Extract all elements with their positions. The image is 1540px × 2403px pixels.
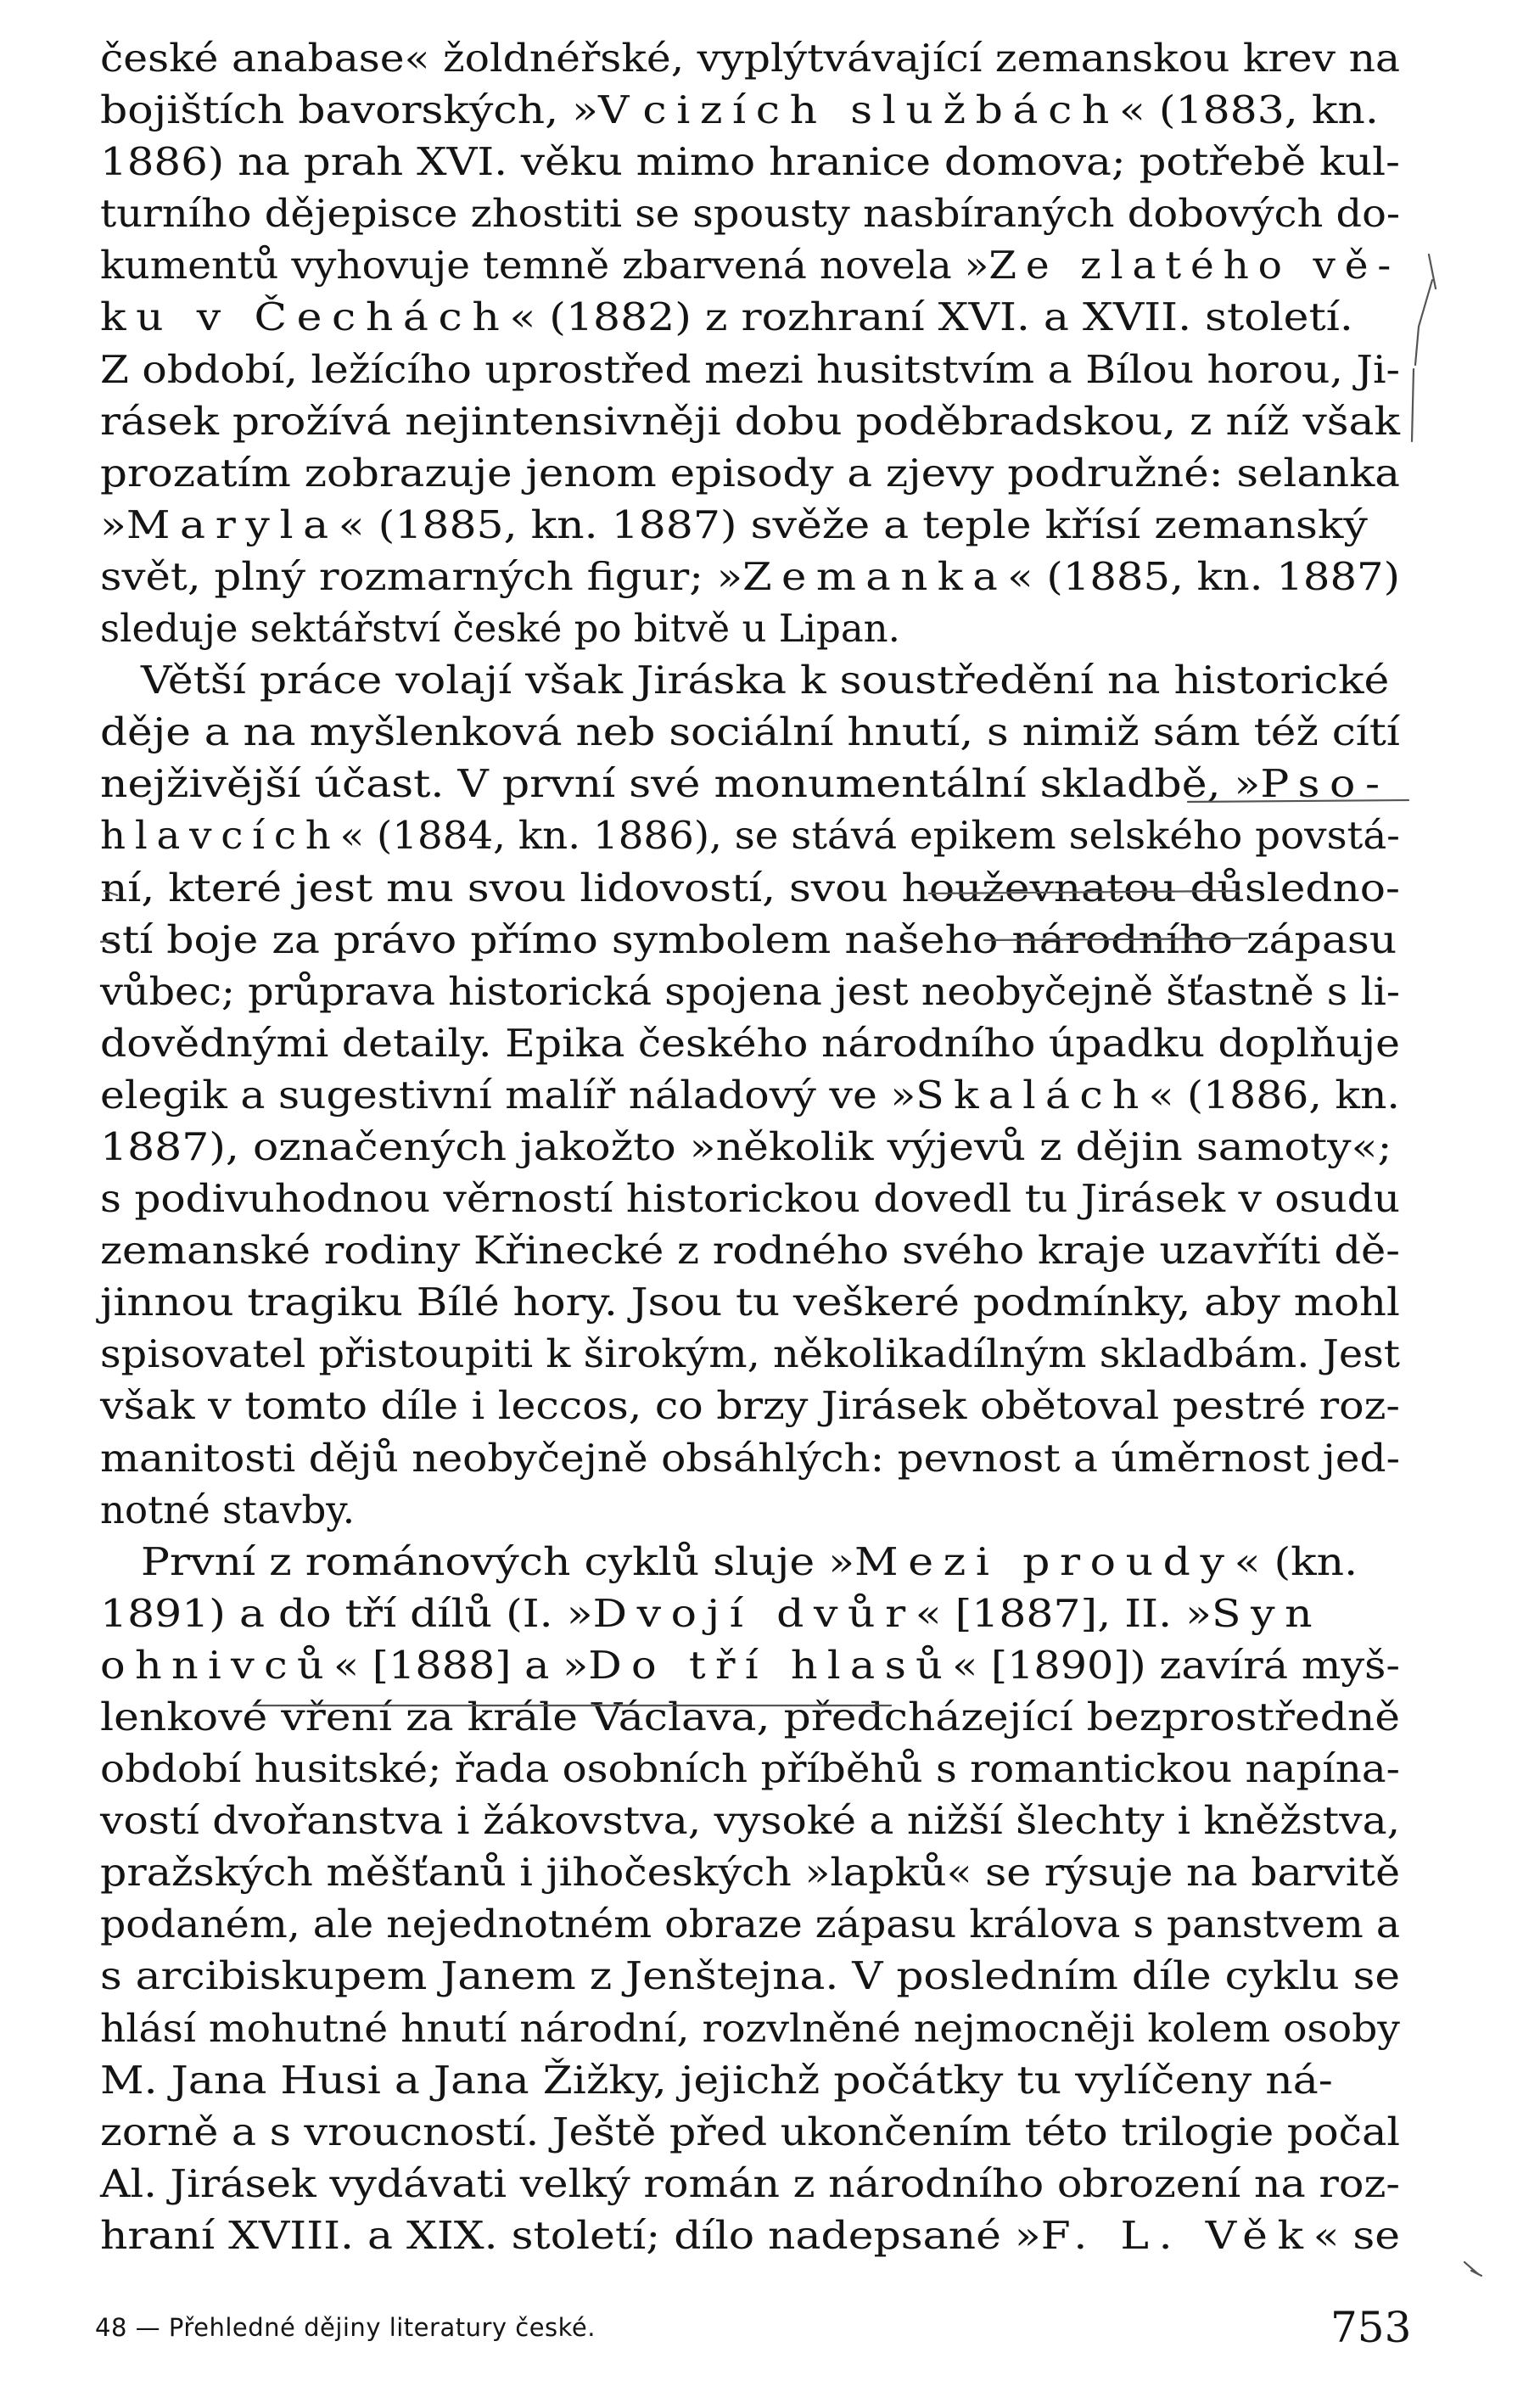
spaced-title-text: cizích službách xyxy=(642,87,1119,133)
text-line xyxy=(100,914,1400,966)
text-line-content xyxy=(100,1950,1400,2002)
text-line-content xyxy=(100,1691,1400,1743)
text-line-content xyxy=(100,2158,1400,2210)
text-line-content xyxy=(100,602,900,654)
text-line xyxy=(100,602,1400,654)
text-line xyxy=(100,1898,1400,1950)
text-line xyxy=(100,1536,1400,1588)
text-line xyxy=(100,84,1400,136)
text-line xyxy=(100,291,1400,343)
tick-mark-3 xyxy=(1464,2262,1478,2274)
text-line-content xyxy=(100,291,1353,343)
page-footer xyxy=(0,2296,1540,2364)
text-run: zorně a s vroucností. Ještě před ukončením této trilogie počal xyxy=(100,2109,1401,2154)
text-line-content xyxy=(100,1484,355,1536)
text-run: turního dějepisce zhostiti se spousty nasbíraných dobových do- xyxy=(100,191,1401,237)
footer-note: 48 — Přehledné dějiny literatury české. xyxy=(95,2313,596,2342)
text-line xyxy=(100,1432,1400,1484)
text-line xyxy=(100,1743,1400,1795)
text-line-content xyxy=(100,1639,1400,1691)
text-run: elegik a sugestivní malíř náladový ve » xyxy=(100,1072,916,1117)
text-line-content xyxy=(100,966,1400,1017)
text-line-content xyxy=(100,32,1400,84)
text-line-content xyxy=(100,1588,1322,1639)
text-line-content xyxy=(100,1536,1358,1588)
text-line xyxy=(100,499,1400,551)
text-line xyxy=(100,1846,1400,1898)
text-line-content xyxy=(100,1069,1400,1121)
text-line xyxy=(100,32,1400,84)
text-line-content xyxy=(100,2210,1400,2261)
text-run: pražských měšťanů i jihočeských »lapků« se rýsuje na barvitě xyxy=(100,1850,1401,1896)
text-line xyxy=(100,2210,1400,2261)
text-line-content xyxy=(100,1173,1400,1224)
text-line xyxy=(100,1380,1400,1431)
text-run: vůbec; průprava historická spojena jest neobyčejně šťastně s li- xyxy=(100,968,1400,1014)
text-line xyxy=(100,239,1400,291)
spaced-title-text: Skalách xyxy=(916,1072,1149,1117)
text-run: « [1890]) zavírá myš- xyxy=(952,1642,1401,1688)
body-text xyxy=(100,32,1400,2261)
text-line xyxy=(100,2054,1400,2106)
spaced-title-text: Maryla xyxy=(126,501,339,547)
text-line xyxy=(100,1950,1400,2002)
text-line-content xyxy=(100,395,1400,447)
text-line-content xyxy=(100,914,1397,966)
text-run: ní, které jest mu svou lidovostí, svou houževnatou důsledno- xyxy=(100,865,1400,910)
text-run: české anabase« žoldnéřské, vyplýtvávající zemanskou krev na xyxy=(100,36,1401,81)
text-line-content xyxy=(100,2054,1333,2106)
text-line xyxy=(100,1017,1400,1069)
text-line-content xyxy=(100,2106,1400,2158)
text-line xyxy=(100,758,1400,809)
text-run: » xyxy=(100,501,126,547)
text-line-content xyxy=(100,1276,1400,1328)
text-run: « (1885, kn. 1887) xyxy=(1007,553,1400,599)
text-run: « (1884, kn. 1886), se stává epikem selského povstá- xyxy=(339,813,1400,859)
text-line xyxy=(100,1795,1400,1846)
text-line-content xyxy=(100,1224,1400,1276)
text-line-content xyxy=(100,1432,1400,1484)
text-line xyxy=(100,1276,1400,1328)
text-run: nejživější účast. V první své monumentální skladbě, » xyxy=(100,761,1261,807)
text-line xyxy=(100,1588,1400,1639)
text-line xyxy=(100,1224,1400,1276)
text-line-content xyxy=(100,84,1379,136)
spaced-title-text: hlavcích xyxy=(100,813,340,859)
text-line-content xyxy=(100,447,1400,499)
spaced-title-text: ku v Čechách xyxy=(100,294,510,340)
text-run: svět, plný rozmarných figur; » xyxy=(100,553,743,599)
text-run: « (1883, kn. xyxy=(1118,87,1379,133)
text-line xyxy=(100,706,1400,758)
text-line-content xyxy=(100,551,1400,602)
text-run: hraní XVIII. a XIX. století; dílo nadepsané » xyxy=(100,2212,1041,2258)
text-line xyxy=(100,1484,1400,1536)
text-line xyxy=(100,966,1400,1017)
text-line xyxy=(100,1069,1400,1121)
text-line-content xyxy=(100,706,1400,758)
text-run: období husitské; řada osobních příběhů s romantickou napína- xyxy=(100,1746,1400,1792)
text-run: dovědnými detaily. Epika českého národního úpadku doplňuje xyxy=(100,1020,1400,1066)
spaced-title-text: Do tří hlasů xyxy=(588,1642,953,1688)
spaced-title-text: Mezi proudy xyxy=(854,1538,1235,1584)
text-line xyxy=(100,862,1400,914)
text-line-content xyxy=(100,188,1400,239)
text-run: 1886) na prah XVI. věku mimo hranice domova; potřebě kul- xyxy=(100,139,1400,185)
text-run: bojištích bavorských, »V xyxy=(100,87,643,133)
text-run: Z období, ležícího uprostřed mezi husitstvím a Bílou horou, Ji- xyxy=(100,346,1401,392)
spaced-title-text: Dvojí dvůr xyxy=(592,1590,916,1636)
spaced-title-text: Zemanka xyxy=(742,553,1008,599)
text-run: Al. Jirásek vydávati velký román z národního obrození na roz- xyxy=(100,2160,1400,2206)
margin-stroke-lower xyxy=(1412,369,1414,441)
text-line-content xyxy=(100,1121,1392,1173)
text-line-content xyxy=(100,1380,1400,1431)
text-line-content xyxy=(100,239,1400,291)
text-line-content xyxy=(100,1898,1400,1950)
text-run: 1887), označených jakožto »několik výjevů z dějin samoty«; xyxy=(100,1123,1392,1169)
text-line xyxy=(100,1328,1400,1380)
text-line xyxy=(100,654,1400,706)
text-line-content xyxy=(100,758,1390,809)
text-run: notné stavby. xyxy=(100,1487,356,1532)
text-line xyxy=(100,2158,1400,2210)
text-line-content xyxy=(100,1328,1400,1380)
text-run: 1891) a do tří dílů (I. » xyxy=(100,1590,593,1636)
text-line-content xyxy=(100,1743,1400,1795)
text-run: však v tomto díle i leccos, co brzy Jirásek obětoval pestré roz- xyxy=(100,1383,1400,1429)
text-line xyxy=(100,188,1400,239)
text-line-content xyxy=(100,654,1389,706)
text-run: vostí dvořanstva i žákovstva, vysoké a nižší šlechty i kněžstva, xyxy=(100,1798,1401,1844)
text-line xyxy=(100,136,1400,188)
text-run: sleduje sektářství české po bitvě u Lipan. xyxy=(100,606,900,652)
text-line xyxy=(100,1691,1400,1743)
spaced-title-text: Syn xyxy=(1211,1590,1323,1636)
tick-mark-4 xyxy=(1471,2271,1481,2276)
text-run: prozatím zobrazuje jenom episody a zjevy podružné: selanka xyxy=(100,450,1401,496)
text-run: První z románových cyklů sluje » xyxy=(100,1538,855,1584)
text-run: s arcibiskupem Janem z Jenštejna. V posledním díle cyklu se xyxy=(100,1953,1401,1999)
text-run: s podivuhodnou věrností historickou dovedl tu Jirásek v osudu xyxy=(100,1176,1401,1222)
spaced-title-text: F. L. Věk xyxy=(1040,2212,1313,2258)
text-run: stí boje za právo přímo symbolem našeho národního zápasu xyxy=(100,916,1397,962)
text-run: zemanské rodiny Křinecké z rodného svého kraje uzavříti dě- xyxy=(100,1228,1400,1274)
text-line xyxy=(100,2106,1400,2158)
text-run: « (1885, kn. 1887) svěže a teple křísí zemanský xyxy=(338,501,1368,547)
text-line-content xyxy=(100,1017,1400,1069)
spaced-title-text: Ze zlatého vě- xyxy=(988,243,1401,288)
text-run: « [1887], II. » xyxy=(915,1590,1212,1636)
text-line xyxy=(100,551,1400,602)
text-run: « se xyxy=(1313,2212,1401,2258)
text-line xyxy=(100,395,1400,447)
text-line-content xyxy=(100,1846,1400,1898)
text-run: rásek prožívá nejintensivněji dobu poděbradskou, z níž však xyxy=(100,398,1400,444)
text-run: manitosti dějů neobyčejně obsáhlých: pevnost a úměrnost jed- xyxy=(100,1435,1400,1481)
text-run: jinnou tragiku Bílé hory. Jsou tu veškeré podmínky, aby mohl xyxy=(100,1280,1400,1325)
text-run: Větší práce volají však Jiráska k soustředění na historické xyxy=(100,658,1390,703)
text-line xyxy=(100,344,1400,395)
text-run: « (1886, kn. xyxy=(1148,1072,1400,1117)
text-run: M. Jana Husi a Jana Žižky, jejichž počátky tu vylíčeny ná- xyxy=(100,2057,1333,2103)
spaced-title-text: ohnivců xyxy=(100,1642,334,1688)
text-run: kumentů vyhovuje temně zbarvená novela » xyxy=(100,243,989,288)
text-line-content xyxy=(100,809,1400,861)
text-run: podaném, ale nejednotném obraze zápasu králova s panstvem a xyxy=(100,1902,1401,1947)
text-line xyxy=(100,1121,1400,1173)
margin-stroke-upper xyxy=(1415,255,1436,365)
text-line xyxy=(100,1639,1400,1691)
text-line-content xyxy=(100,862,1400,914)
page-number: 753 xyxy=(1330,2303,1412,2352)
text-line-content xyxy=(100,499,1368,551)
text-run: hlásí mohutné hnutí národní, rozvlněné nejmocněji kolem osoby xyxy=(100,2005,1400,2051)
spaced-title-text: Pso- xyxy=(1260,761,1390,807)
text-run: « [1888] a » xyxy=(333,1642,589,1688)
text-line-content xyxy=(100,1795,1400,1846)
text-line-content xyxy=(100,344,1400,395)
text-line-content xyxy=(100,2002,1400,2054)
text-run: spisovatel přistoupiti k širokým, několikadílným skladbám. Jest xyxy=(100,1331,1401,1377)
text-line xyxy=(100,2002,1400,2054)
text-run: lenkové vření za krále Václava, předcházející bezprostředně xyxy=(100,1694,1401,1739)
text-line xyxy=(100,447,1400,499)
text-line xyxy=(100,1173,1400,1224)
text-line-content xyxy=(100,136,1400,188)
text-run: děje a na myšlenková neb sociální hnutí, s nimiž sám též cítí xyxy=(100,709,1400,755)
text-run: « (1882) z rozhraní XVI. a XVII. století. xyxy=(509,294,1353,340)
text-run: « (kn. xyxy=(1234,1538,1358,1584)
text-line xyxy=(100,809,1400,861)
